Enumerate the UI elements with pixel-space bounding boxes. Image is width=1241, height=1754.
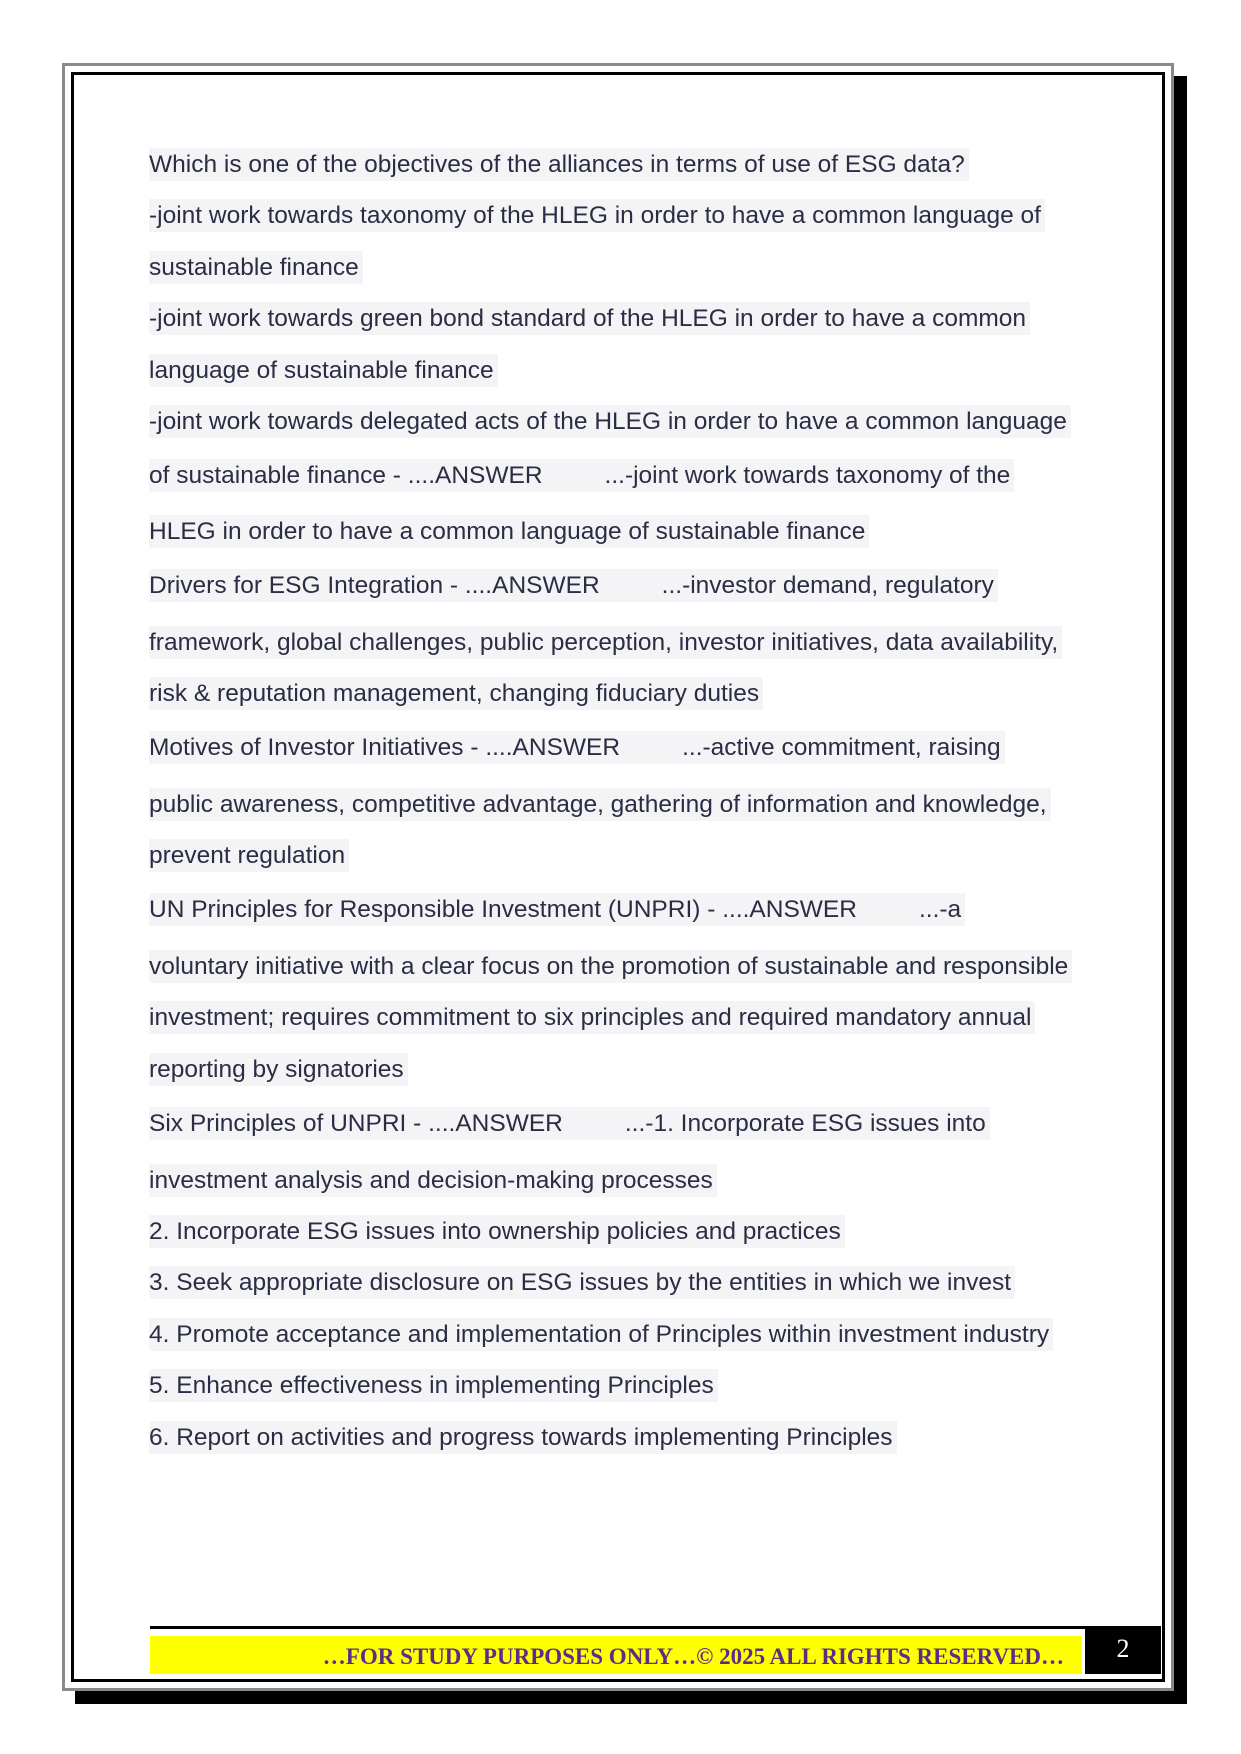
text-line: framework, global challenges, public perception, investor initiatives, data availability,: [149, 626, 1062, 659]
answer-text: ...-joint work towards taxonomy of the: [604, 462, 1011, 489]
footer-notice: …FOR STUDY PURPOSES ONLY…© 2025 ALL RIGHTS RESERVED…: [150, 1636, 1082, 1674]
answer-text: ...-active commitment, raising: [682, 734, 1001, 761]
question-text: of sustainable finance - ....ANSWER: [149, 462, 543, 489]
text-line: language of sustainable finance: [149, 354, 498, 387]
footer-divider: [150, 1626, 1085, 1629]
text-line: -joint work towards green bond standard of the HLEG in order to have a common: [149, 302, 1030, 335]
answer-text: ...-1. Incorporate ESG issues into: [624, 1110, 986, 1137]
answer-text: ...-investor demand, regulatory: [661, 572, 994, 599]
question-text: Motives of Investor Initiatives - ....ANSWER: [149, 734, 621, 761]
list-item: 4. Promote acceptance and implementation of Principles within investment industry: [149, 1318, 1053, 1351]
list-item: 5. Enhance effectiveness in implementing Principles: [149, 1369, 718, 1402]
text-line: sustainable finance: [149, 251, 363, 284]
text-line: investment analysis and decision-making processes: [149, 1164, 717, 1197]
text-line: public awareness, competitive advantage, gathering of information and knowledge,: [149, 788, 1051, 821]
text-line: prevent regulation: [149, 839, 349, 872]
text-line: risk & reputation management, changing fiduciary duties: [149, 677, 763, 710]
answer-text: ...-a: [918, 896, 962, 923]
question-answer-line: [149, 731, 1005, 764]
list-item: 3. Seek appropriate disclosure on ESG issues by the entities in which we invest: [149, 1266, 1015, 1299]
list-item: 6. Report on activities and progress towards implementing Principles: [149, 1421, 897, 1454]
text-line: -joint work towards taxonomy of the HLEG in order to have a common language of: [149, 199, 1045, 232]
question-answer-line: [149, 893, 965, 926]
question-text: UN Principles for Responsible Investment (UNPRI) - ....ANSWER: [149, 896, 857, 923]
list-item: 2. Incorporate ESG issues into ownership policies and practices: [149, 1215, 845, 1248]
text-line: reporting by signatories: [149, 1053, 408, 1086]
question-answer-line: [149, 569, 998, 602]
text-line: voluntary initiative with a clear focus on the promotion of sustainable and responsible: [149, 950, 1072, 983]
question-answer-line: [149, 1107, 990, 1140]
text-line: -joint work towards delegated acts of the HLEG in order to have a common language: [149, 405, 1071, 438]
question-text: Drivers for ESG Integration - ....ANSWER: [149, 572, 600, 599]
text-line: HLEG in order to have a common language of sustainable finance: [149, 515, 869, 548]
question-text: Six Principles of UNPRI - ....ANSWER: [149, 1110, 563, 1137]
text-line: Which is one of the objectives of the alliances in terms of use of ESG data?: [149, 148, 969, 181]
question-answer-line: [149, 459, 1014, 492]
page-number: 2: [1085, 1626, 1161, 1674]
text-line: investment; requires commitment to six principles and required mandatory annual: [149, 1001, 1035, 1034]
